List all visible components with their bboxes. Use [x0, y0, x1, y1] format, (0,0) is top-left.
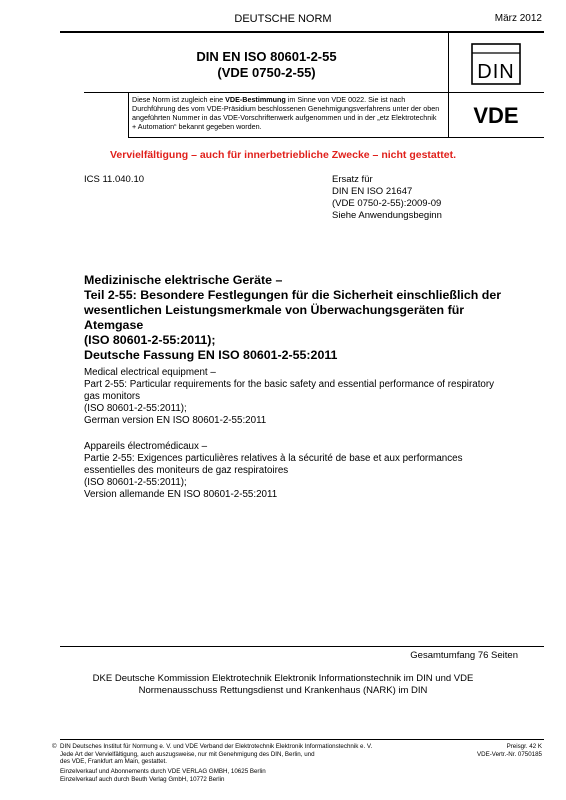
- footer-sales-line: Einzelverkauf und Abonnements durch VDE VERLAG GMBH, 10625 Berlin: [60, 768, 266, 775]
- vde-logo: [448, 93, 544, 137]
- french-title-line: (ISO 80601-2-55:2011);: [84, 477, 187, 488]
- vde-note-prefix: Diese Norm ist zugleich eine: [132, 95, 226, 104]
- note-box-bottom-rule: [128, 137, 544, 138]
- english-title: [84, 367, 524, 427]
- replaces-note: Siehe Anwendungsbeginn: [332, 210, 442, 221]
- footer-price-block: [477, 743, 542, 758]
- footer-rule: [60, 739, 544, 740]
- footer-copyright: [52, 743, 410, 766]
- replaces-label: Ersatz für: [332, 174, 373, 185]
- total-pages: Gesamtumfang 76 Seiten: [410, 650, 518, 661]
- replaces-standard: DIN EN ISO 21647: [332, 186, 413, 197]
- din-logo-text: DIN: [477, 61, 515, 83]
- vde-note: [132, 95, 442, 131]
- ics-code: ICS 11.040.10: [84, 174, 145, 185]
- header-rule: [60, 31, 544, 33]
- german-title-line: Atemgase: [84, 318, 144, 332]
- german-title-line: wesentlichen Leistungsmerkmale von Überwachungsgeräten für: [84, 303, 465, 317]
- german-title-line: Teil 2-55: Besondere Festlegungen für die Sicherheit einschließlich der: [84, 288, 502, 302]
- footer-copyright-line: DIN Deutsches Institut für Normung e. V. und VDE Verband der Elektrotechnik Elektronik Informationstechnik e. V.: [60, 743, 373, 750]
- document-number-box: [84, 37, 449, 92]
- french-title-line: Version allemande EN ISO 80601-2-55:2011: [84, 489, 278, 500]
- footer-sales-line: Einzelverkauf auch durch Beuth Verlag GmbH, 10772 Berlin: [60, 775, 225, 783]
- english-title-line: (ISO 80601-2-55:2011);: [84, 403, 187, 414]
- vde-order-number: VDE-Vertr.-Nr. 0750185: [477, 750, 542, 758]
- french-title-line: Partie 2-55: Exigences particulières relatives à la sécurité de base et aux performances: [84, 453, 463, 464]
- standard-type: DEUTSCHE NORM: [234, 13, 332, 25]
- din-logo-icon: [466, 42, 526, 86]
- english-title-line: German version EN ISO 80601-2-55:2011: [84, 415, 267, 426]
- publication-date: März 2012: [494, 13, 542, 24]
- english-title-line: gas monitors: [84, 391, 141, 402]
- french-title-line: Appareils électromédicaux –: [84, 441, 208, 452]
- content-rule-top: [60, 646, 544, 647]
- price-group: Preisgr. 42 K: [506, 743, 542, 750]
- german-title-line: Deutsche Fassung EN ISO 80601-2-55:2011: [84, 348, 338, 362]
- dke-committee: [0, 673, 566, 697]
- german-title-line: Medizinische elektrische Geräte –: [84, 273, 283, 287]
- vde-logo-icon: [458, 103, 534, 127]
- german-title-line: (ISO 80601-2-55:2011);: [84, 333, 216, 347]
- reproduction-warning: Vervielfältigung – auch für innerbetriebliche Zwecke – nicht gestattet.: [109, 149, 456, 161]
- vde-note-suffix: im Sinne von VDE 0022. Sie ist nach Durchführung des vom VDE-Präsidium beschlossenen Genehmigungsverfahrens unter der oben angeführten Nummer in das VDE-Vorschriftenwerk aufgenommen und in der „etz Elektrotechnik + Automation“ bekannt gegeben worden.: [132, 95, 440, 131]
- vde-logo-text: VDE: [473, 103, 519, 127]
- footer-sales: [60, 768, 410, 783]
- note-box-left-rule: [128, 92, 129, 137]
- french-title-line: essentielles des moniteurs de gaz respiratoires: [84, 465, 289, 476]
- document-number: DIN EN ISO 80601-2-55: [196, 48, 337, 64]
- dke-line: Normenausschuss Rettungsdienst und Krankenhaus (NARK) im DIN: [138, 685, 428, 696]
- french-title: [84, 441, 524, 501]
- english-title-line: Medical electrical equipment –: [84, 367, 216, 378]
- footer-copyright-line: Jede Art der Vervielfältigung, auch auszugsweise, nur mit Genehmigung des DIN, Berlin, und: [60, 750, 315, 758]
- copyright-icon: ©: [52, 743, 57, 750]
- footer-copyright-line: des VDE, Frankfurt am Main, gestattet.: [60, 758, 167, 766]
- english-title-line: Part 2-55: Particular requirements for the basic safety and essential performance of respiratory: [84, 379, 495, 390]
- german-title: [84, 273, 524, 363]
- replaces-vde: (VDE 0750-2-55):2009-09: [332, 198, 442, 209]
- vde-note-bold: VDE-Bestimmung: [225, 95, 286, 104]
- replaces-block: [332, 174, 442, 222]
- dke-line: DKE Deutsche Kommission Elektrotechnik Elektronik Informationstechnik im DIN und VDE: [92, 673, 474, 684]
- din-logo: [448, 35, 544, 93]
- vde-number: (VDE 0750-2-55): [217, 64, 316, 80]
